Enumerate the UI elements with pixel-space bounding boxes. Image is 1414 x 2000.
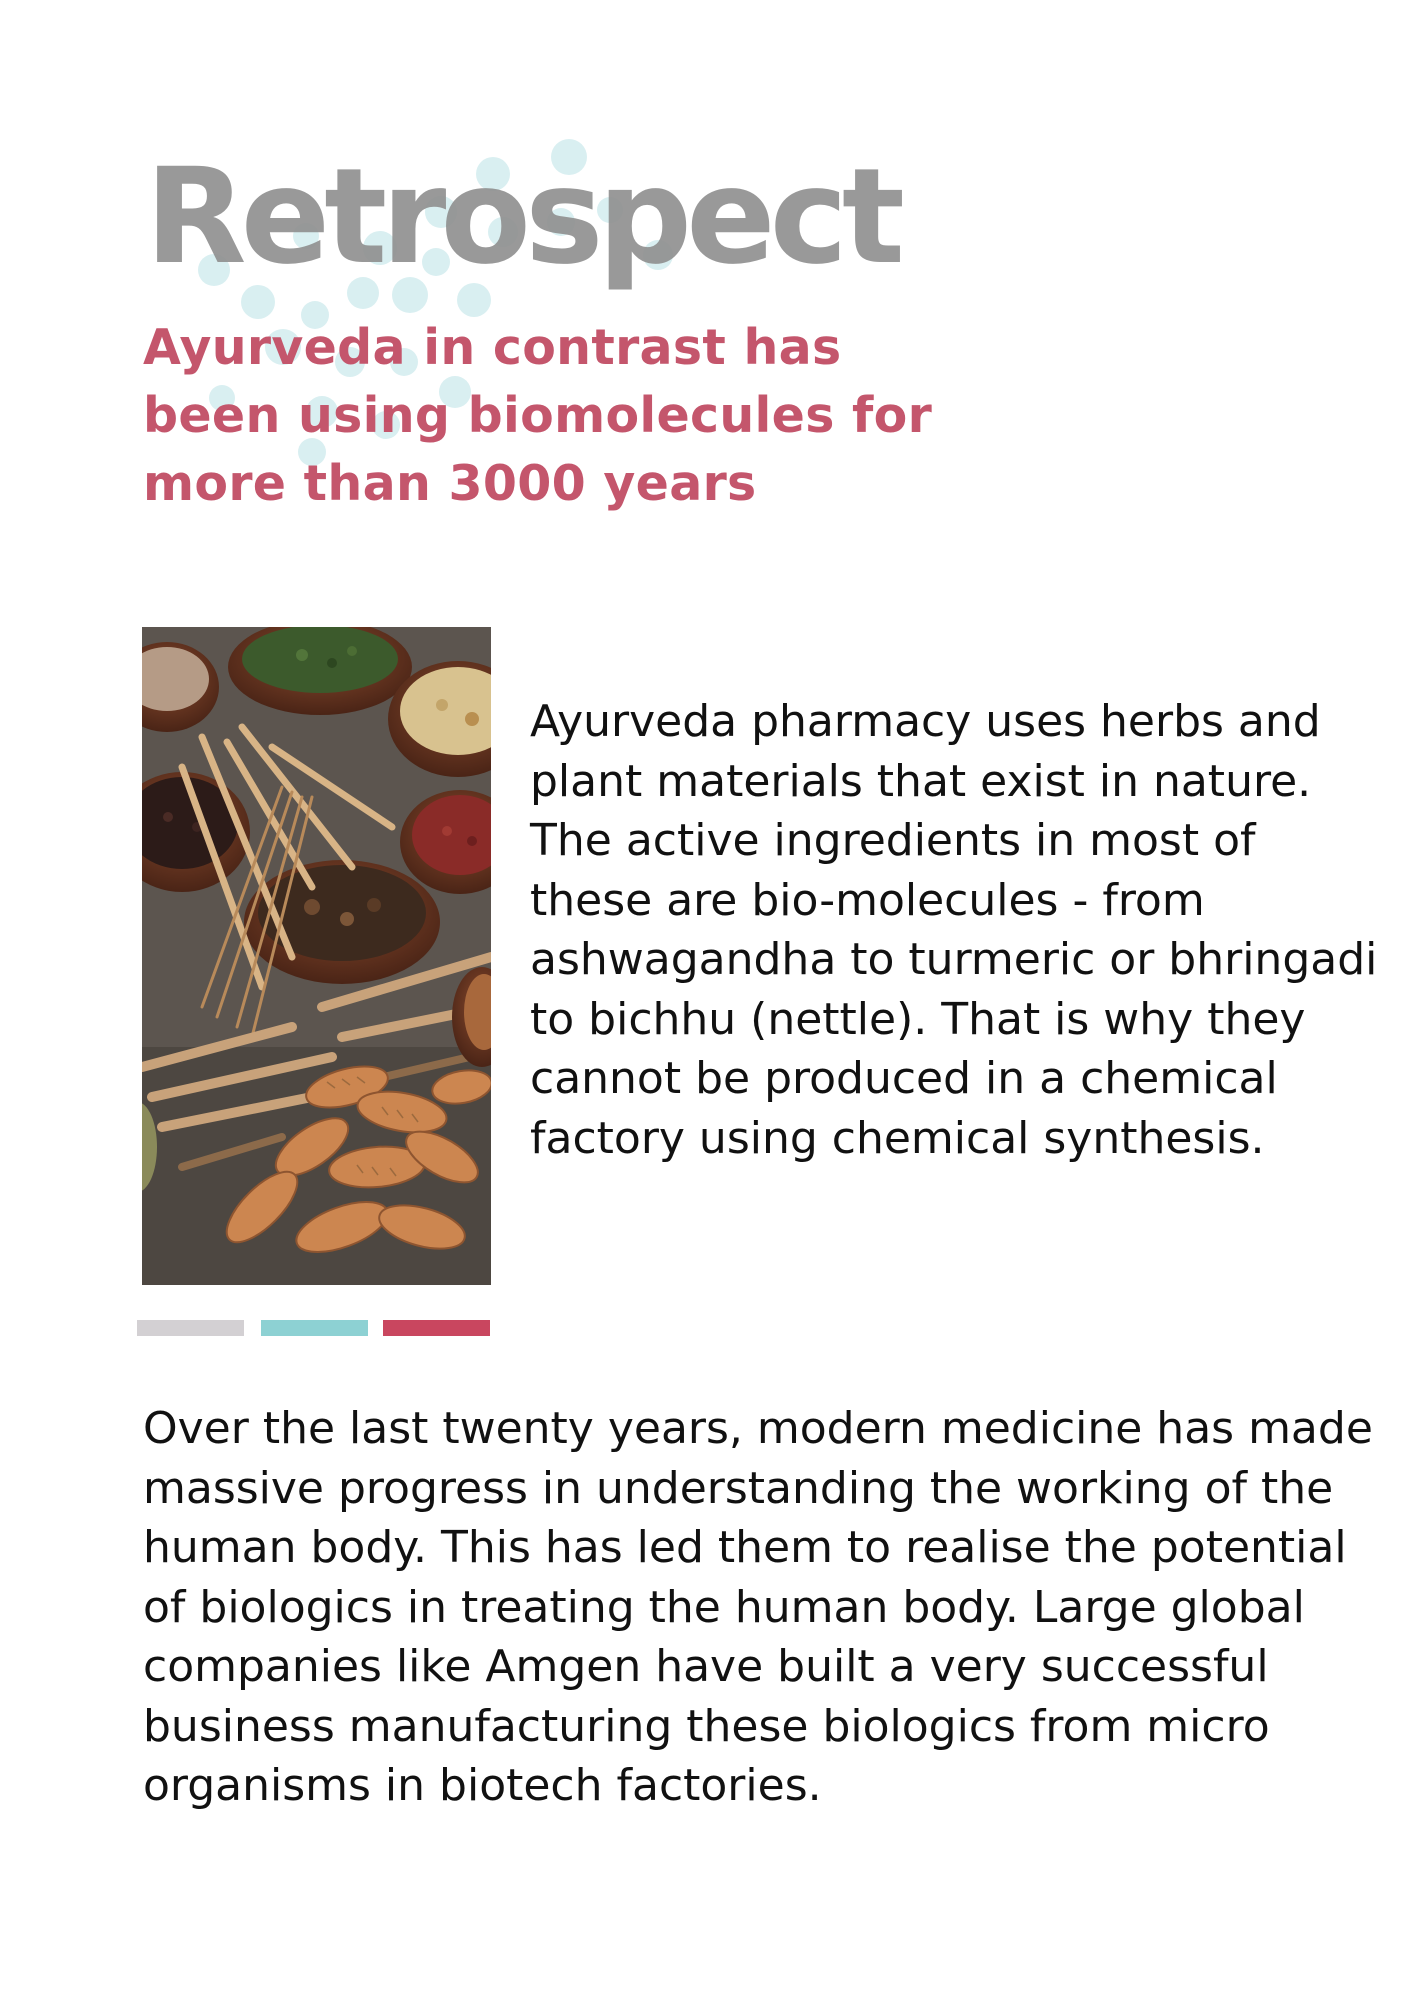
page-subtitle: Ayurveda in contrast has been using biomolecules for more than 3000 years <box>143 319 933 512</box>
page-title: Retrospect <box>145 140 899 294</box>
teal-accent-bar <box>261 1320 368 1336</box>
rose-accent-bar <box>383 1320 490 1336</box>
color-accent-bars <box>137 1320 491 1336</box>
ayurvedic-herbs-image <box>142 627 491 1285</box>
intro-paragraph: Ayurveda pharmacy uses herbs and plant materials that exist in nature. The active ingredients in most of these are bio-molecules - from ashwagandha to turmeric or bhringadi to bichhu (nettle). That is why they cannot be produced in a chemical factory using chemical synthesis. <box>530 696 1378 1164</box>
body-paragraph: Over the last twenty years, modern medicine has made massive progress in understanding the working of the human body. This has led them to realise the potential of biologics in treating the human body. Large global companies like Amgen have built a very successful business manufacturing these biologics from micro organisms in biotech factories. <box>143 1403 1373 1811</box>
gray-accent-bar <box>137 1320 244 1336</box>
